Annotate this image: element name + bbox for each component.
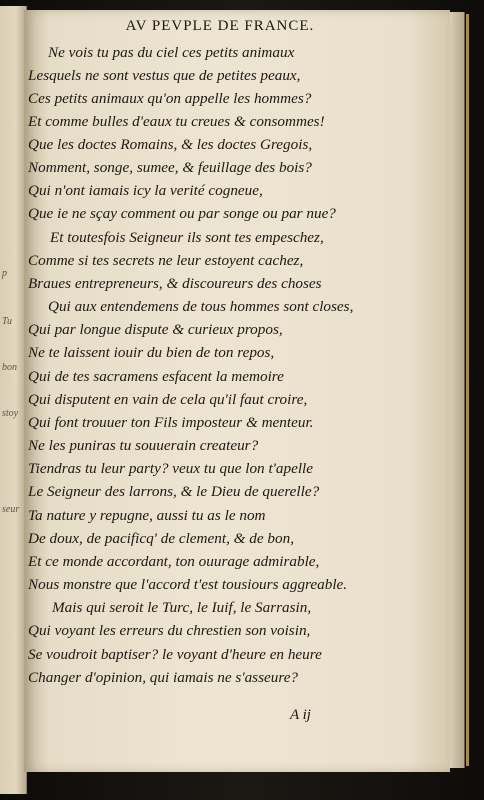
verse-line: Et toutesfois Seigneur ils sont tes empeschez,: [50, 229, 324, 246]
verse-line: Braues entrepreneurs, & discoureurs des choses: [28, 275, 322, 292]
verse-line: Qui disputent en vain de cela qu'il faut croire,: [28, 391, 308, 408]
previous-page-fragment: p: [2, 268, 7, 279]
verse-line: Ne te laissent iouir du bien de ton repos,: [28, 344, 275, 361]
verse-line: Qui par longue dispute & curieux propos,: [28, 321, 283, 338]
verse-line: Qui aux entendemens de tous hommes sont closes,: [48, 298, 354, 315]
verse-line: Qui n'ont iamais icy la verité cogneue,: [28, 182, 263, 199]
verse-line: Ne les puniras tu souuerain createur?: [28, 437, 259, 454]
previous-page-fragment: seur: [2, 504, 20, 515]
verse-line: Qui voyant les erreurs du chrestien son voisin,: [28, 622, 311, 639]
previous-page-fragment: Tu: [2, 316, 13, 327]
verse-line: Que les doctes Romains, & les doctes Gregois,: [28, 136, 313, 153]
signature-mark: A ij: [290, 707, 311, 723]
page-stack-edge: [450, 12, 465, 768]
previous-page-edge: [0, 6, 27, 794]
verse-line: Lesquels ne sont vestus que de petites peaux,: [28, 67, 301, 84]
verse-line: Qui font trouuer ton Fils imposteur & menteur.: [28, 414, 314, 431]
verse-line: Ta nature y repugne, aussi tu as le nom: [28, 507, 266, 524]
gilt-edge: [466, 14, 469, 766]
verse-line: Qui de tes sacramens esfacent la memoire: [28, 368, 284, 385]
previous-page-fragment: bon: [2, 362, 17, 373]
running-head: AV PEVPLE DE FRANCE.: [125, 18, 315, 34]
verse-line: De doux, de pacificq' de clement, & de bon,: [28, 530, 294, 547]
verse-line: Mais qui seroit le Turc, le Iuif, le Sarrasin,: [52, 599, 312, 616]
verse-line: Ne vois tu pas du ciel ces petits animaux: [48, 44, 295, 61]
verse-line: Et ce monde accordant, ton ouurage admirable,: [28, 553, 320, 570]
verse-line: Le Seigneur des larrons, & le Dieu de querelle?: [28, 483, 320, 500]
verse-line: Comme si tes secrets ne leur estoyent cachez,: [28, 252, 304, 269]
previous-page-fragment: stoy: [2, 408, 19, 419]
verse-line: Que ie ne sçay comment ou par songe ou par nue?: [28, 205, 336, 222]
verse-line: Nous monstre que l'accord t'est tousiours aggreable.: [28, 576, 348, 593]
verse-line: Ces petits animaux qu'on appelle les hommes?: [28, 90, 312, 107]
verse-line: Tiendras tu leur party? veux tu que lon t'apelle: [28, 460, 314, 477]
verse-line: Se voudroit baptiser? le voyant d'heure en heure: [28, 646, 322, 663]
verse-line: Nomment, songe, sumee, & feuillage des bois?: [28, 159, 312, 176]
verse-line: Et comme bulles d'eaux tu creues & consommes!: [28, 113, 325, 130]
verse-line: Changer d'opinion, qui iamais ne s'asseure?: [28, 669, 299, 686]
